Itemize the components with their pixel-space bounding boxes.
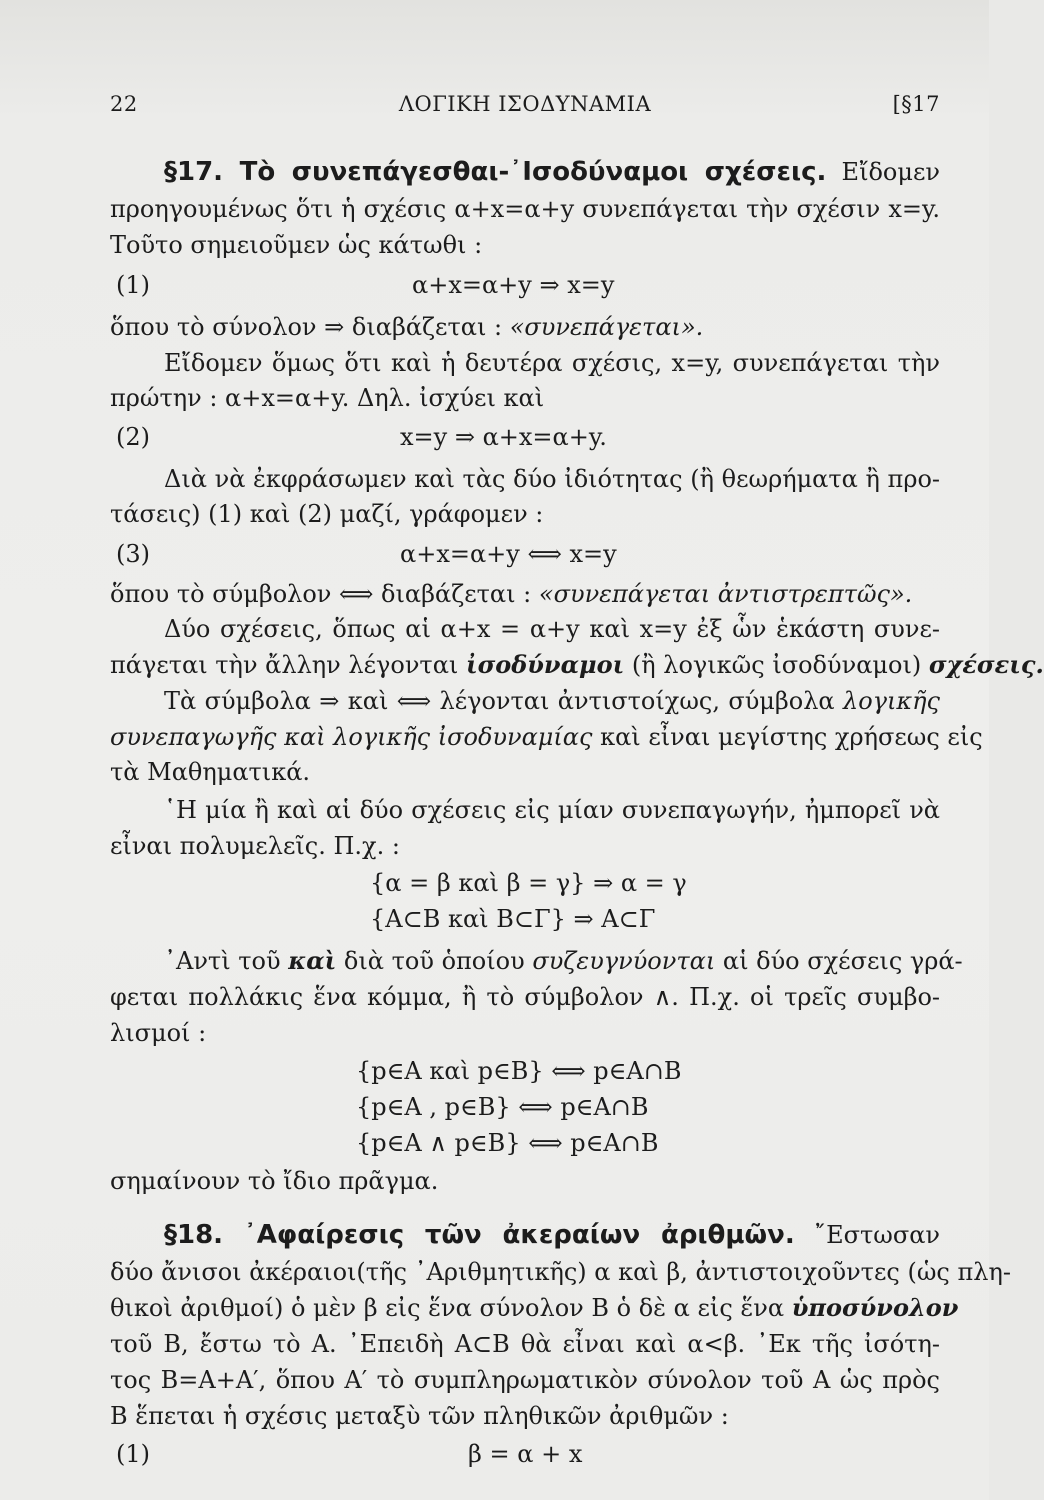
text-line: B ἕπεται ἡ σχέσις μεταξὺ τῶν πληθικῶν ἀριθμῶν : (110, 1402, 729, 1430)
text-line (110, 1291, 959, 1325)
text-line: τάσεις) (1) καὶ (2) μαζί, γράφομεν : (110, 500, 544, 528)
text-line: Διὰ νὰ ἐκφράσωμεν καὶ τὰς δύο ἰδιότητας (ἢ θεωρήματα ἢ προ- (164, 465, 940, 493)
section-reference: [§17 (892, 92, 940, 116)
quote-span: «συνεπάγεται». (509, 313, 704, 341)
text-line: πρώτην : α+x=α+y. Δηλ. ἰσχύει καὶ (110, 384, 545, 412)
text-span: καὶ εἶναι μεγίστης χρήσεως εἰς (600, 723, 983, 751)
text-span: θικοὶ ἀριθμοί) ὁ μὲν β εἰς ἕνα σύνολον B ὁ δὲ α εἰς ἕνα (110, 1294, 785, 1322)
section-17-heading: §17. Τὸ συνεπάγεσθαι-᾿Ισοδύναμοι σχέσεις. (164, 157, 827, 187)
page-number: 22 (110, 92, 138, 116)
symbolism-3: {p∈A ∧ p∈B} ⟺ p∈A∩B (356, 1129, 659, 1157)
equation-number: (1) (116, 271, 150, 299)
section-18-heading: §18. ᾿Αφαίρεσις τῶν ἀκεραίων ἀριθμῶν. (164, 1220, 795, 1250)
term-scheseis: σχέσεις. (928, 650, 1044, 679)
running-header (110, 92, 940, 124)
text-line (110, 684, 940, 718)
text-line: τοῦ B, ἔστω τὸ A. ᾿Επειδὴ A⊂B θὰ εἶναι καὶ α<β. ᾿Εκ τῆς ἰσότη- (110, 1330, 940, 1358)
italic-span: λογικῆς (843, 687, 940, 715)
term-hyposynolon: ὑποσύνολον (791, 1293, 959, 1322)
text-line: σημαίνουν τὸ ἴδιο πρᾶγμα. (110, 1167, 439, 1195)
section-17-heading-line (110, 155, 940, 189)
quote-span: «συνεπάγεται ἀντιστρεπτῶς». (538, 580, 913, 608)
text-span: αἱ δύο σχέσεις γρά- (722, 947, 963, 975)
text-span: Τὰ σύμβολα ⇒ καὶ ⟺ λέγονται ἀντιστοίχως, σύμβολα (164, 687, 835, 715)
text-span: ὅπου τὸ σύνολον ⇒ διαβάζεται : (110, 313, 503, 341)
text-span: ὅπου τὸ σύμβολον ⟺ διαβάζεται : (110, 580, 532, 608)
running-title: ΛΟΓΙΚΗ ΙΣΟΔΥΝΑΜΙΑ (398, 92, 652, 116)
text-span: πάγεται τὴν ἄλλην λέγονται (110, 651, 459, 679)
term-kai: καὶ (288, 946, 337, 975)
text-line (110, 720, 983, 754)
text-line: λισμοί : (110, 1019, 207, 1047)
text-line (110, 944, 963, 978)
equation: α+x=α+y ⟺ x=y (400, 540, 617, 568)
section-18-heading-line (110, 1218, 940, 1252)
text-line: εἶναι πολυμελεῖς. Π.χ. : (110, 832, 400, 860)
text-line: τος B=A+A′, ὅπου A′ τὸ συμπληρωματικὸν σύνολον τοῦ A ὡς πρὸς (110, 1366, 940, 1394)
equation: α+x=α+y ⇒ x=y (412, 271, 615, 299)
symbolism-1: {p∈A καὶ p∈B} ⟺ p∈A∩B (356, 1057, 682, 1085)
equation-number: (3) (116, 540, 150, 568)
text-line: τὰ Μαθηματικά. (110, 758, 311, 786)
equation-number: (2) (116, 423, 150, 451)
text-line: προηγουμένως ὅτι ἡ σχέσις α+x=α+y συνεπάγεται τὴν σχέσιν x=y. (110, 195, 940, 223)
text-line (110, 310, 940, 344)
text-line (110, 648, 1044, 682)
text-line: Εἴδομεν ὅμως ὅτι καὶ ἡ δευτέρα σχέσις, x=y, συνεπάγεται τὴν (164, 349, 940, 377)
text-line: δύο ἄνισοι ἀκέραιοι(τῆς ᾿Αριθμητικῆς) α καὶ β, ἀντιστοιχοῦντες (ὡς πλη- (110, 1258, 1011, 1286)
text-span: Εἴδομεν (841, 158, 940, 186)
term-isodynamoi: ἰσοδύναμοι (465, 650, 625, 679)
text-line (110, 577, 940, 611)
equation: β = α + x (468, 1440, 583, 1468)
equation-number: (1) (116, 1440, 150, 1468)
symbolism-2: {p∈A , p∈B} ⟺ p∈A∩B (356, 1093, 649, 1121)
italic-span: συζευγνύονται (532, 947, 716, 975)
text-line: Τοῦτο σημειοῦμεν ὡς κάτωθι : (110, 231, 483, 259)
text-span: ῎Εστωσαν (814, 1221, 941, 1249)
italic-span: συνεπαγωγῆς καὶ λογικῆς ἰσοδυναμίας (110, 723, 593, 751)
text-line: φεται πολλάκις ἕνα κόμμα, ἢ τὸ σύμβολον ∧. Π.χ. οἱ τρεῖς συμβο- (110, 983, 940, 1011)
example-implication: {A⊂B καὶ B⊂Γ} ⇒ A⊂Γ (370, 905, 656, 933)
text-line: ῾Η μία ἢ καὶ αἱ δύο σχέσεις εἰς μίαν συνεπαγωγήν, ἠμπορεῖ νὰ (164, 796, 940, 824)
equation: x=y ⇒ α+x=α+y. (400, 423, 607, 451)
text-span: διὰ τοῦ ὁποίου (343, 947, 525, 975)
text-span: (ἢ λογικῶς ἰσοδύναμοι) (631, 651, 922, 679)
example-implication: {α = β καὶ β = γ} ⇒ α = γ (370, 869, 687, 897)
text-line: Δύο σχέσεις, ὅπως αἱ α+x = α+y καὶ x=y ἐξ ὧν ἑκάστη συνε- (164, 615, 940, 643)
text-span: ᾿Αντὶ τοῦ (164, 947, 281, 975)
